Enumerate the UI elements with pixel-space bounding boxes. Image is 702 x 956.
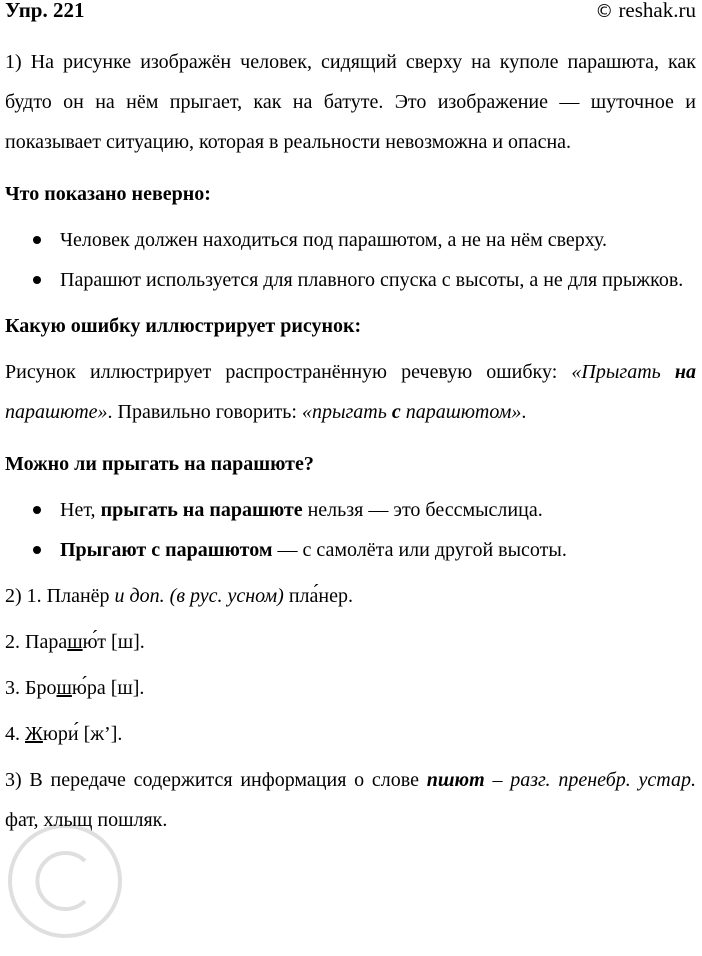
part2-line4: 4. Жюри́ [ж’]. (5, 723, 123, 745)
wrong-phrase: «Прыгать на парашюте» (5, 361, 696, 423)
heading-error: Какую ошибку иллюстрирует рисунок: (5, 315, 362, 337)
list-wrong (5, 220, 696, 300)
solution-body (5, 42, 696, 840)
paragraph-error (5, 352, 696, 432)
copyright-icon: © (595, 1, 614, 22)
page-header (5, 0, 696, 28)
list-item: Прыгают с парашютом — с самолёта или другой высоты. (5, 530, 696, 570)
part2-line1: 2) 1. Планёр и доп. (в рус. усном) пла́нер. (5, 585, 353, 607)
text-span: Рисунок иллюстрирует распространённую речевую ошибку: (5, 361, 572, 383)
part2-line2: 2. Парашю́т [ш]. (5, 631, 145, 653)
list-item: Нет, прыгать на парашюте нельзя — это бессмыслица. (5, 490, 696, 530)
text-span: . Правильно говорить: (107, 401, 302, 423)
site-name: reshak.ru (618, 0, 696, 22)
exercise-title: Упр. 221 (5, 0, 85, 22)
text-span: . (521, 401, 527, 423)
part2-line3: 3. Брошю́ра [ш]. (5, 677, 145, 699)
heading-wrong: Что показано неверно: (5, 183, 211, 205)
list-can (5, 490, 696, 570)
list-item: Человек должен находиться под парашютом, а не на нём сверху. (5, 220, 696, 260)
correct-phrase: «прыгать с парашютом» (301, 401, 522, 423)
paragraph-intro: 1) На рисунке изображён человек, сидящий сверху на куполе парашюта, как будто он на нём прыгает, как на батуте. Это изображение — шуточное и показывает ситуацию, которая в реальности невозможна и опасна. (5, 51, 696, 153)
list-item: Парашют используется для плавного спуска с высоты, а не для прыжков. (5, 260, 696, 300)
heading-can: Можно ли прыгать на парашюте? (5, 453, 314, 475)
site-credit (595, 0, 696, 23)
part3-paragraph: 3) В передаче содержится информация о слове пшют – разг. пренебр. устар. фат, хлыщ пошляк. (5, 769, 696, 831)
